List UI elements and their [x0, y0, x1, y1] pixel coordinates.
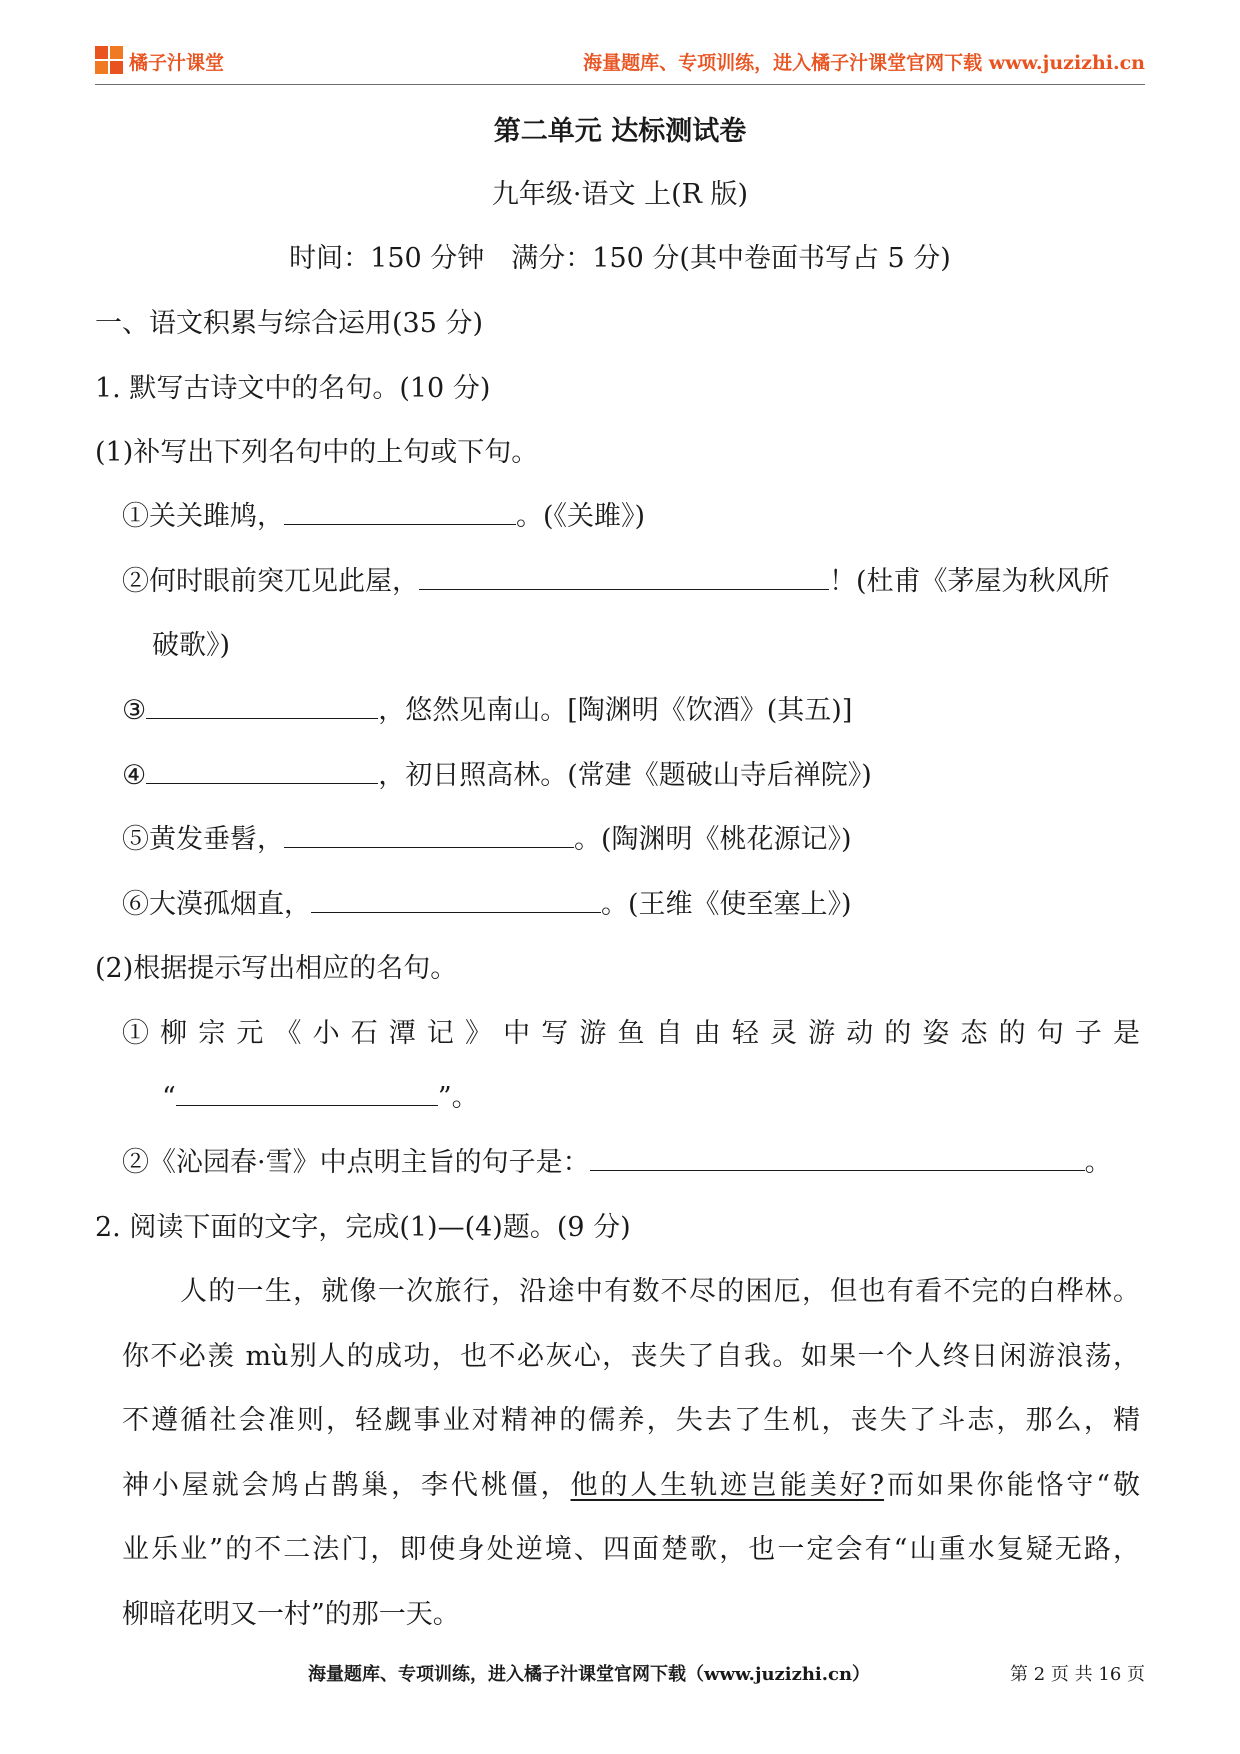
question-1-part-2: (2)根据提示写出相应的名句。 [95, 953, 458, 984]
fill-item-4: ④ ，初日照高林。(常建《题破山寺后禅院》) [122, 760, 872, 791]
section-heading: 一、语文积累与综合运用(35 分) [95, 308, 484, 339]
passage-line: 神小屋就会鸠占鹊巢，李代桃僵，他的人生轨迹岂能美好?而如果你能恪守“敬 [122, 1470, 1140, 1501]
answer-blank[interactable] [419, 567, 829, 590]
fill-item-6: ⑥大漠孤烟直， 。(王维《使至塞上》) [122, 889, 852, 920]
page-title: 第二单元 达标测试卷 [493, 116, 747, 147]
prompt-item-1: ①柳宗元《小石潭记》中写游鱼自由轻灵游动的姿态的句子是 [122, 1018, 1140, 1049]
page-number: 第 2 页 共 16 页 [1010, 1664, 1145, 1685]
passage-line: 你不必羡 mù别人的成功，也不必灰心，丧失了自我。如果一个人终日闲游浪荡， [122, 1341, 1140, 1372]
fill-item-2: ②何时眼前突兀见此屋， ！(杜甫《茅屋为秋风所 [122, 566, 1110, 597]
page-footer [95, 1660, 1145, 1690]
answer-blank[interactable] [176, 1083, 438, 1106]
passage-line: 不遵循社会准则，轻觑事业对精神的儒养，失去了生机，丧失了斗志，那么，精 [122, 1405, 1140, 1436]
question-2-stem: 2. 阅读下面的文字，完成(1)—(4)题。(9 分) [95, 1212, 631, 1243]
answer-blank[interactable] [146, 696, 378, 719]
footer-slogan: 海量题库、专项训练，进入橘子汁课堂官网下载（www.juzizhi.cn） [308, 1664, 871, 1685]
passage-line: 人的一生，就像一次旅行，沿途中有数不尽的困厄，但也有看不完的白桦林。 [180, 1276, 1140, 1307]
question-1-stem: 1. 默写古诗文中的名句。(10 分) [95, 373, 491, 404]
fill-item-1: ①关关雎鸠， 。(《关雎》) [122, 501, 646, 532]
prompt-item-1-answer: “ ”。 [162, 1082, 479, 1113]
answer-blank[interactable] [146, 761, 378, 784]
question-1-part-1: (1)补写出下列名句中的上句或下句。 [95, 437, 539, 468]
page-header [95, 38, 1145, 78]
logo-icon [95, 46, 125, 76]
fill-item-5: ⑤黄发垂髫， 。(陶渊明《桃花源记》) [122, 824, 852, 855]
answer-blank[interactable] [284, 825, 574, 848]
brand-logo [95, 44, 224, 78]
underlined-sentence: 他的人生轨迹岂能美好? [570, 1470, 885, 1501]
page-subtitle: 九年级·语文 上(R 版) [491, 179, 749, 210]
header-divider [95, 84, 1145, 85]
logo-text: 橘子汁课堂 [129, 51, 225, 74]
answer-blank[interactable] [590, 1148, 1085, 1171]
prompt-item-2: ②《沁园春·雪》中点明主旨的句子是： 。 [122, 1147, 1112, 1178]
passage-line: 业乐业”的不二法门，即使身处逆境、四面楚歌，也一定会有“山重水复疑无路， [122, 1534, 1140, 1565]
fill-item-2-cont: 破歌》) [152, 630, 231, 661]
answer-blank[interactable] [311, 890, 601, 913]
answer-blank[interactable] [284, 502, 516, 525]
header-slogan: 海量题库、专项训练，进入橘子汁课堂官网下载 www.juzizhi.cn [583, 52, 1145, 74]
fill-item-3: ③ ，悠然见南山。[陶渊明《饮酒》(其五)] [122, 695, 853, 726]
exam-meta: 时间：150 分钟 满分：150 分(其中卷面书写占 5 分) [289, 243, 951, 274]
passage-line: 柳暗花明又一村”的那一天。 [122, 1599, 460, 1630]
